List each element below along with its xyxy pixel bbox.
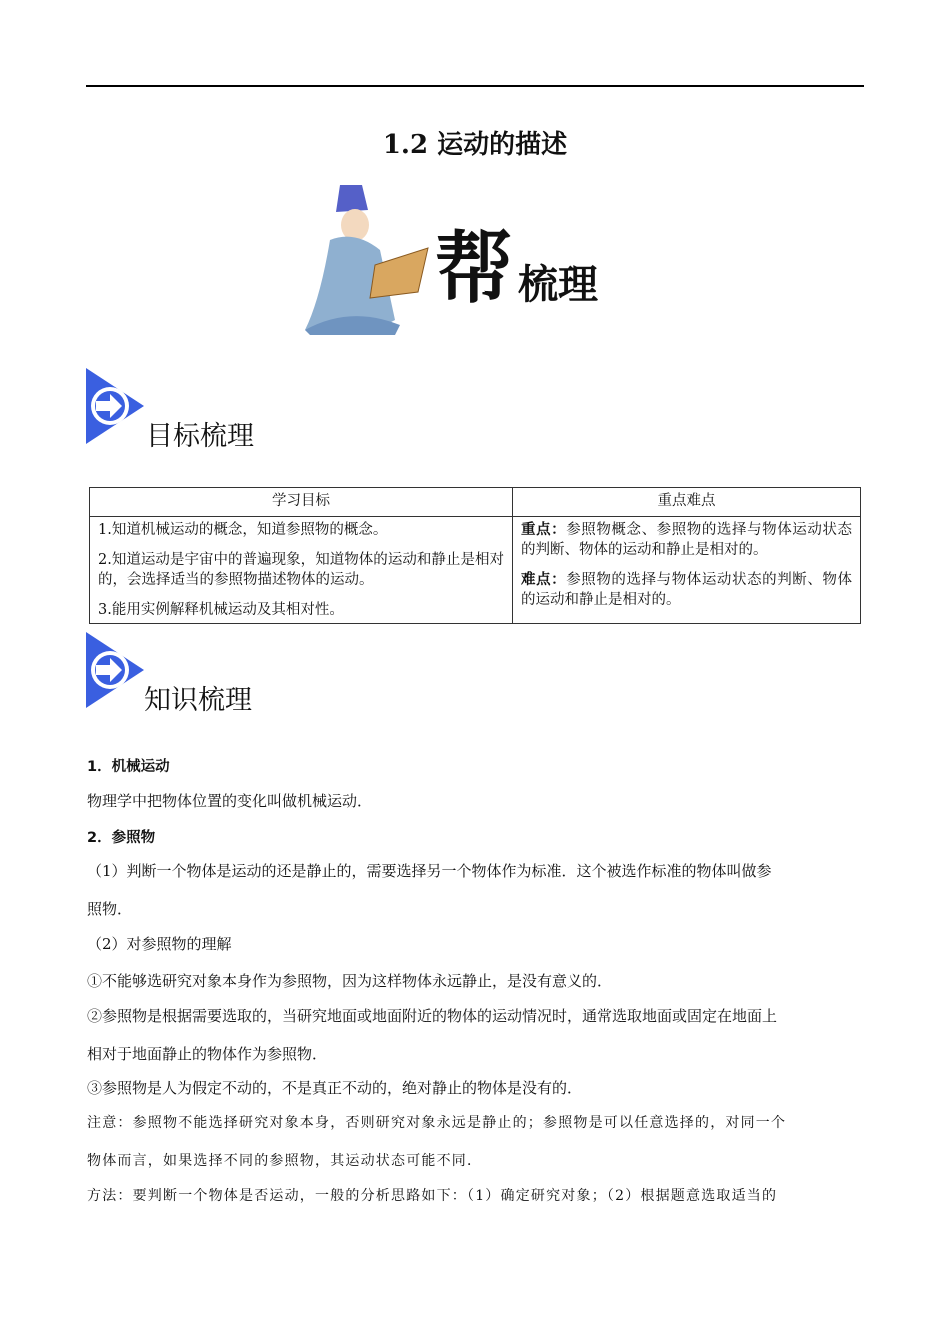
paragraph: ①不能够选研究对象本身作为参照物，因为这样物体永远静止，是没有意义的． xyxy=(87,972,613,990)
method-paragraph: 方法：要判断一个物体是否运动，一般的分析思路如下：（1）确定研究对象；（2）根据题意选取适当的 xyxy=(87,1188,778,1204)
banner-big-char: 帮 xyxy=(435,223,514,314)
heading-mechanical-motion: 1．机械运动 xyxy=(87,759,170,775)
paragraph: ②参照物是根据需要选取的，当研究地面或地面附近的物体的运动情况时，通常选取地面或固定在地面上 xyxy=(87,1007,778,1025)
header-rule xyxy=(86,85,864,87)
page-title: 1.2 运动的描述 xyxy=(382,130,568,160)
goal-item: 1.知道机械运动的概念，知道参照物的概念。 xyxy=(98,522,388,538)
paragraph: 照物． xyxy=(87,900,133,918)
paragraph: ③参照物是人为假定不动的，不是真正不动的，绝对静止的物体是没有的． xyxy=(87,1079,583,1097)
paragraph: 相对于地面静止的物体作为参照物． xyxy=(87,1045,328,1063)
arrow-circle-icon xyxy=(86,632,146,708)
key-points-cell xyxy=(513,517,861,624)
table-header: 学习目标 xyxy=(90,488,513,517)
paragraph: （1）判断一个物体是运动的还是静止的，需要选择另一个物体作为标准．这个被选作标准的物体叫做参 xyxy=(87,862,772,880)
section-title-knowledge: 知识梳理 xyxy=(144,685,252,716)
table-header: 重点难点 xyxy=(513,488,861,517)
hard-text: 参照物的选择与物体运动状态的判断、物体的运动和静止是相对的。 xyxy=(521,572,853,608)
hard-label: 难点： xyxy=(521,571,567,588)
banner-illustration xyxy=(300,180,630,340)
arrow-circle-icon xyxy=(86,368,146,444)
key-label: 重点： xyxy=(521,521,567,538)
key-text: 参照物概念、参照物的选择与物体运动状态的判断、物体的运动和静止是相对的。 xyxy=(521,522,853,558)
heading-reference-object: 2．参照物 xyxy=(87,830,156,846)
paragraph: 物理学中把物体位置的变化叫做机械运动． xyxy=(87,792,373,810)
goal-item: 2.知道运动是宇宙中的普遍现象，知道物体的运动和静止是相对的，会选择适当的参照物描述物体的运动。 xyxy=(98,552,504,588)
goal-item: 3.能用实例解释机械运动及其相对性。 xyxy=(98,602,344,618)
note-paragraph: 物体而言，如果选择不同的参照物，其运动状态可能不同． xyxy=(87,1153,483,1169)
goals-table xyxy=(89,487,861,624)
paragraph: （2）对参照物的理解 xyxy=(87,935,232,953)
banner-small-text: 梳理 xyxy=(518,261,598,308)
note-paragraph: 注意：参照物不能选择研究对象本身，否则研究对象永远是静止的；参照物是可以任意选择的，对同一个 xyxy=(87,1115,787,1131)
scholar-reading-icon xyxy=(300,180,630,340)
section-title-goals: 目标梳理 xyxy=(146,421,254,452)
goals-cell xyxy=(90,517,513,624)
